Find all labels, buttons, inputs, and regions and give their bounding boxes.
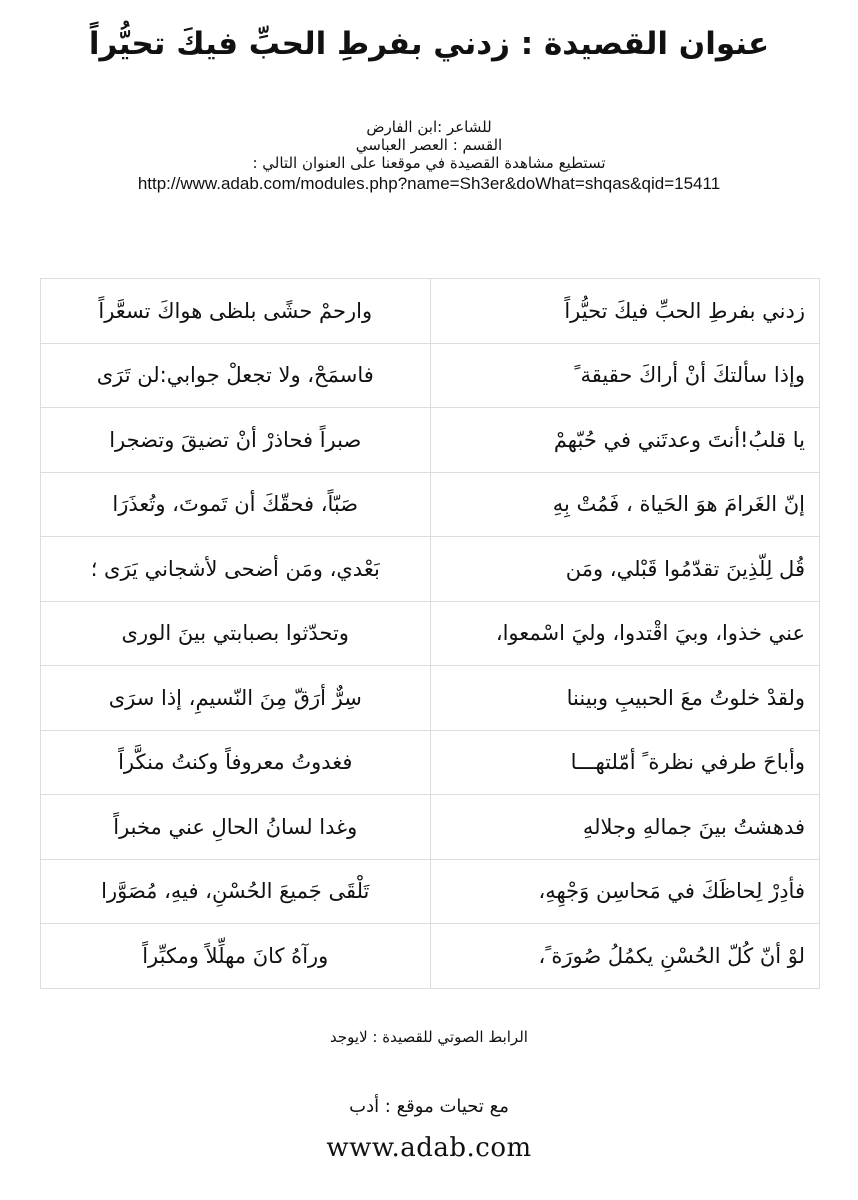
verse-row bbox=[41, 859, 820, 924]
verse-row bbox=[41, 924, 820, 989]
verse-second-hemistich: فاسمَحْ، ولا تجعلْ جوابي:لن تَرَى bbox=[41, 343, 431, 408]
verse-first-hemistich: قُل لِلّذِينَ تقدّمُوا قَبْلي، ومَن bbox=[430, 537, 820, 602]
audio-link-note: الرابط الصوتي للقصيدة : لايوجد bbox=[330, 1028, 528, 1046]
view-note: تستطيع مشاهدة القصيدة في موقعنا على العنوان التالي : bbox=[252, 154, 606, 172]
verse-row bbox=[41, 795, 820, 860]
verse-second-hemistich: وتحدّثوا بصبابتي بينَ الورى bbox=[41, 601, 431, 666]
verse-second-hemistich: وغدا لسانُ الحالِ عني مخبراً bbox=[41, 795, 431, 860]
verse-row bbox=[41, 408, 820, 473]
verse-first-hemistich: لوْ أنّ كُلّ الحُسْنِ يكمُلُ صُورَة ً، bbox=[430, 924, 820, 989]
site-url[interactable]: www.adab.com bbox=[326, 1133, 532, 1163]
poem-title: عنوان القصيدة : زدني بفرطِ الحبِّ فيكَ تحيُّراً bbox=[88, 26, 770, 62]
verse-second-hemistich: سِرٌّ أرَقّ مِنَ النّسيمِ، إذا سرَى bbox=[41, 666, 431, 731]
verse-first-hemistich: ولقدْ خلوتُ معَ الحبيبِ وبيننا bbox=[430, 666, 820, 731]
verse-second-hemistich: بَعْدي، ومَن أضحى لأشجاني يَرَى ؛ bbox=[41, 537, 431, 602]
verse-second-hemistich: ورآهُ كانَ مهلِّلاً ومكبِّراً bbox=[41, 924, 431, 989]
verse-first-hemistich: يا قلبُ!أنتَ وعدتَني في حُبّهمْ bbox=[430, 408, 820, 473]
verse-row bbox=[41, 601, 820, 666]
verse-row bbox=[41, 343, 820, 408]
verse-first-hemistich: عني خذوا، وبيَ اقْتدوا، وليَ اسْمعوا، bbox=[430, 601, 820, 666]
verses-table bbox=[40, 278, 820, 989]
verse-second-hemistich: تَلْقَى جَميعَ الحُسْنِ، فيهِ، مُصَوَّرا bbox=[41, 859, 431, 924]
verse-second-hemistich: فغدوتُ معروفاً وكنتُ منكَّراً bbox=[41, 730, 431, 795]
verse-first-hemistich: وأباحَ طرفي نظرة ً أمّلتهـــا bbox=[430, 730, 820, 795]
verse-second-hemistich: صبراً فحاذرْ أنْ تضيقَ وتضجرا bbox=[41, 408, 431, 473]
verse-second-hemistich: صَبّاً، فحقّكَ أن تَموتَ، وتُعذَرَا bbox=[41, 472, 431, 537]
section-line: القسم : العصر العباسي bbox=[355, 136, 503, 154]
verse-row bbox=[41, 537, 820, 602]
verse-first-hemistich: إنّ الغَرامَ هوَ الحَياة ، فَمُتْ بِهِ bbox=[430, 472, 820, 537]
verse-row bbox=[41, 666, 820, 731]
verse-row bbox=[41, 279, 820, 344]
poem-meta bbox=[0, 118, 858, 193]
poet-line: للشاعر :ابن الفارض bbox=[366, 118, 492, 136]
verse-first-hemistich: فدهشتُ بينَ جمالهِ وجلالهِ bbox=[430, 795, 820, 860]
verse-first-hemistich: زدني بفرطِ الحبِّ فيكَ تحيُّراً bbox=[430, 279, 820, 344]
footer-greeting: مع تحيات موقع : أدب bbox=[349, 1096, 509, 1117]
verse-row bbox=[41, 472, 820, 537]
verse-second-hemistich: وارحمْ حشًى بلظى هواكَ تسعَّراً bbox=[41, 279, 431, 344]
verse-first-hemistich: فأدِرْ لِحاظَكَ في مَحاسِن وَجْهِهِ، bbox=[430, 859, 820, 924]
poem-url-link[interactable]: http://www.adab.com/modules.php?name=Sh3er&doWhat=shqas&qid=15411 bbox=[137, 174, 721, 193]
verse-first-hemistich: وإذا سألتكَ أنْ أراكَ حقيقة ً bbox=[430, 343, 820, 408]
verse-row bbox=[41, 730, 820, 795]
